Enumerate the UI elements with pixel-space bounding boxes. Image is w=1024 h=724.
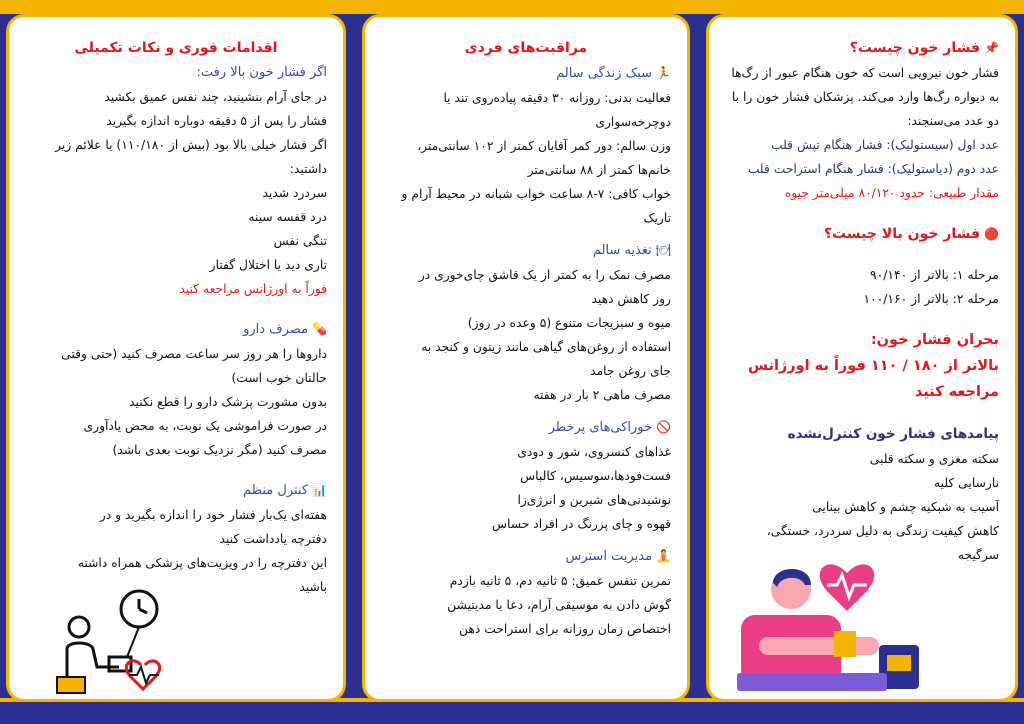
lifestyle-line: خواب کافی: ۷-۸ ساعت خواب شبانه در محیط آرام و: [401, 187, 671, 201]
lifestyle-line: تاریک: [643, 211, 671, 225]
meds-title: مصرف دارو: [243, 322, 309, 337]
nutrition-title: تغذیه سالم: [592, 243, 652, 258]
what-line: به دیواره رگ‌ها وارد می‌کند. پزشکان فشار خون را با: [731, 90, 999, 104]
high-title-row: [725, 221, 999, 247]
meds-line: داروها را هر روز سر ساعت مصرف کنید (حتی وقتی: [61, 347, 327, 361]
nutrition-line: روز کاهش دهید: [591, 292, 671, 306]
consequence-item: کاهش کیفیت زندگی به دلیل سردرد، خستگی،: [766, 524, 999, 538]
risky-title-row: [381, 415, 671, 440]
nutrition-line: مصرف نمک را به کمتر از یک قاشق چای‌خوری در: [418, 268, 671, 282]
panel-urgent-actions: [6, 14, 346, 702]
control-line: هفته‌ای یک‌بار فشار خود را اندازه بگیرید و در: [99, 508, 327, 522]
control-line: این دفترچه را در ویزیت‌های پزشکی همراه داشته: [77, 556, 327, 570]
prohibited-icon: 🚫: [656, 420, 671, 434]
person-bp-monitor-illustration: [49, 587, 179, 697]
nutrition-line: میوه و سبزیجات متنوع (۵ وعده در روز): [467, 316, 671, 330]
what-line: فشار خون نیرویی است که خون هنگام عبور از رگ‌ها: [731, 66, 999, 80]
stress-line: تمرین تنفس عمیق: ۵ ثانیه دم، ۵ ثانیه بازدم: [449, 574, 671, 588]
plate-icon: 🍽: [655, 243, 671, 257]
emergency-text: فوراً به اورژانس مراجعه کنید: [179, 282, 327, 296]
high-title: فشار خون بالا چیست؟: [823, 226, 981, 242]
bp-measure-illustration: [729, 545, 929, 695]
lifestyle-line: خانم‌ها کمتر از ۸۸ سانتی‌متر: [527, 163, 671, 177]
control-title-row: [25, 478, 327, 503]
systolic-text: عدد اول (سیستولیک): فشار هنگام تپش قلب: [771, 138, 999, 152]
nutrition-line: جای روغن جامد: [590, 364, 671, 378]
control-title: کنترل منظم: [243, 483, 309, 498]
normal-range-text: مقدار طبیعی: حدود ۸۰/۱۲۰ میلی‌متر جیوه: [784, 186, 999, 200]
risky-title: خوراکی‌های پرخطر: [548, 420, 653, 435]
lifestyle-line: فعالیت بدنی: روزانه ۳۰ دقیقه پیاده‌روی تند یا: [443, 91, 671, 105]
stage-1: مرحله ۱: بالاتر از ۹۰/۱۴۰: [870, 268, 999, 282]
red-circle-icon: 🔴: [984, 227, 999, 241]
symptom-item: سردرد شدید: [262, 186, 327, 200]
consequence-item: سکته مغزی و سکته قلبی: [869, 452, 999, 466]
what-title-row: [725, 35, 999, 61]
panel-what-is-bp: [706, 14, 1018, 702]
urgent-title: اقدامات فوری و نکات تکمیلی: [74, 40, 278, 56]
control-line: دفترچه یادداشت کنید: [219, 532, 327, 546]
pill-icon: 💊: [312, 322, 327, 336]
stage-2: مرحله ۲: بالاتر از ۱۰۰/۱۶۰: [863, 292, 999, 306]
meds-line: در صورت فراموشی یک نوبت، به محض یادآوری: [83, 419, 327, 433]
stress-line: اختصاص زمان روزانه برای استراحت ذهن: [459, 622, 671, 636]
crisis-title: بحران فشار خون:: [870, 332, 999, 348]
risky-line: فست‌فودها،سوسیس، کالباس: [520, 469, 671, 483]
consequence-item: آسیب به شبکیه چشم و کاهش بینایی: [812, 500, 999, 514]
if-high-line: فشار را پس از ۵ دقیقه دوباره اندازه بگیرید: [106, 114, 327, 128]
diastolic-text: عدد دوم (دیاستولیک): فشار هنگام استراحت قلب: [747, 162, 999, 176]
what-title: فشار خون چیست؟: [849, 40, 981, 56]
if-high-line: اگر فشار خیلی بالا بود (بیش از ۱۱۰/۱۸۰) یا علائم زیر: [55, 138, 327, 152]
symptom-item: تاری دید یا اختلال گفتار: [209, 258, 327, 272]
risky-line: قهوه و چای پررنگ در افراد حساس: [492, 517, 671, 531]
bottom-band: [0, 702, 1024, 724]
lifestyle-title: سبک زندگی سالم: [556, 66, 653, 81]
if-high-line: در جای آرام بنشینید، چند نفس عمیق بکشید: [104, 90, 327, 104]
pin-icon: 📌: [984, 41, 999, 55]
meditation-icon: 🧘: [656, 549, 671, 563]
meds-line: بدون مشورت پزشک دارو را قطع نکنید: [129, 395, 327, 409]
risky-line: نوشیدنی‌های شیرین و انرژی‌زا: [517, 493, 671, 507]
top-stripe: [0, 0, 1024, 14]
meds-title-row: [25, 317, 327, 342]
symptom-item: درد قفسه سینه: [248, 210, 327, 224]
chart-icon: 📊: [312, 483, 327, 497]
runner-icon: 🏃: [656, 66, 671, 80]
meds-line: حالتان خوب است): [231, 371, 327, 385]
risky-line: غذاهای کنسروی، شور و دودی: [517, 445, 671, 459]
symptom-item: تنگی نفس: [273, 234, 327, 248]
stress-line: گوش دادن به موسیقی آرام، دعا یا مدیتیشن: [447, 598, 671, 612]
lifestyle-line: دوچرخه‌سواری: [595, 115, 671, 129]
lifestyle-title-row: [381, 61, 671, 86]
if-high-line: داشتید:: [289, 162, 327, 176]
if-high-title: اگر فشار خون بالا رفت:: [196, 65, 327, 80]
nutrition-title-row: [381, 238, 671, 263]
consequences-title: پیامدهای فشار خون کنترل‌نشده: [787, 426, 999, 442]
nutrition-line: مصرف ماهی ۲ بار در هفته: [533, 388, 671, 402]
consequence-item: نارسایی کلیه: [934, 476, 999, 490]
meds-line: مصرف کنید (مگر نزدیک نوبت بعدی باشد): [112, 443, 327, 457]
consequence-item: سرگیجه: [957, 548, 999, 562]
panel-self-care: [362, 14, 690, 702]
lifestyle-line: وزن سالم: دور کمر آقایان کمتر از ۱۰۲ سانتی‌متر،: [417, 139, 671, 153]
stress-title: مدیریت استرس: [565, 549, 653, 564]
what-line: دو عدد می‌سنجند:: [907, 114, 999, 128]
control-line: باشید: [299, 580, 327, 594]
stress-title-row: [381, 544, 671, 569]
self-care-title: مراقبت‌های فردی: [464, 40, 588, 56]
crisis-body: بالاتر از ۱۸۰ / ۱۱۰ فوراً به اورژانس مراجعه کنید: [748, 358, 999, 400]
nutrition-line: استفاده از روغن‌های گیاهی مانند زیتون و کنجد به: [421, 340, 671, 354]
